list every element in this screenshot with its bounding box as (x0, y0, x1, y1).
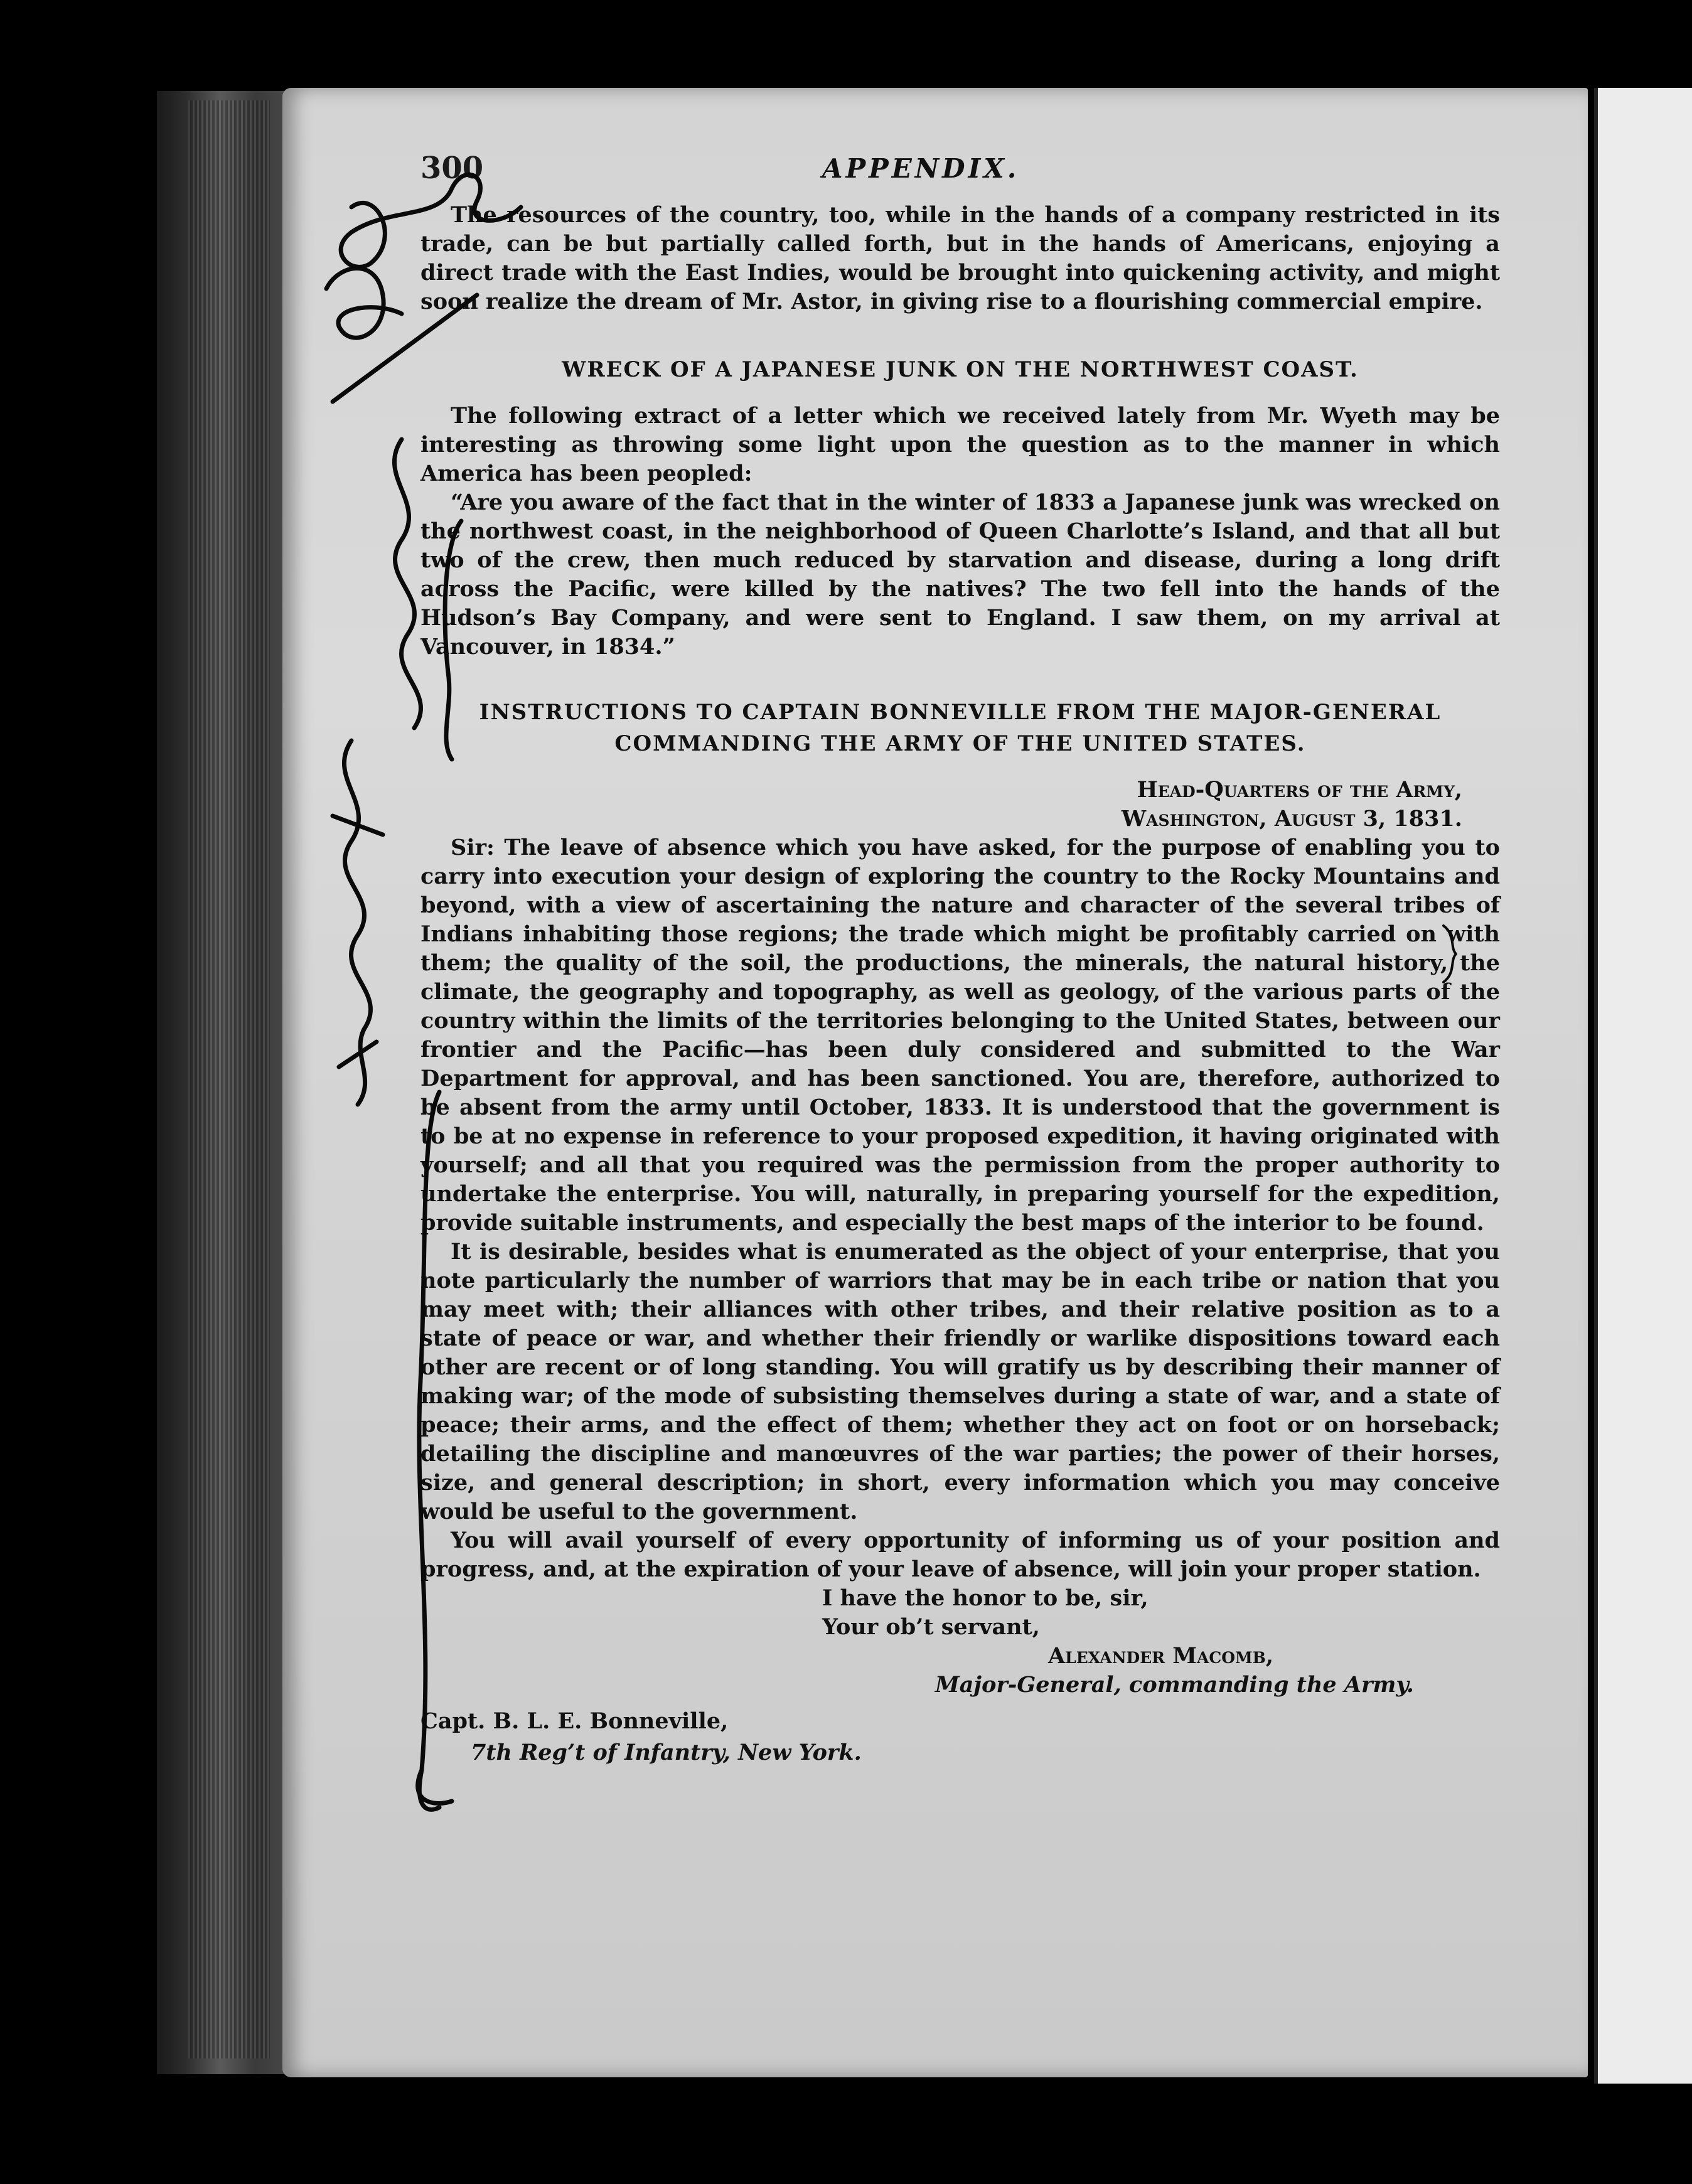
dateline (420, 776, 1462, 833)
signature-name: Alexander Macomb, (1048, 1643, 1274, 1669)
signature-title: Major-General, commanding the Army. (935, 1672, 1414, 1698)
junk-paragraph-2: “Are you aware of the fact that in the winter of 1833 a Japanese junk was wrecked on the northwest coast, in the neighborhood of Queen Charlotte’s Island, and that all but two of the crew, then much reduced by starvation and disease, during a long drift across the Pacific, were killed by the natives? The two fell into the hands of the Hudson’s Bay Company, and were sent to England. I saw them, on my arrival at Vancouver, in 1834.” (420, 490, 1500, 660)
page-stack-texture (188, 100, 270, 2058)
page-content (420, 151, 1500, 1769)
book-page (282, 88, 1588, 2077)
dateline-place-date: Washington, August 3, 1831. (1121, 806, 1462, 832)
page-number: 300 (420, 151, 484, 186)
junk-paragraph-1: The following extract of a letter which we received lately from Mr. Wyeth may be interesting as throwing some light upon the question as to the manner in which America has been peopled: (420, 403, 1500, 486)
dateline-headquarters: Head-Quarters of the Army, (1137, 777, 1462, 803)
running-title: APPENDIX. (822, 153, 1020, 184)
letter-paragraph-2: It is desirable, besides what is enumerated as the object of your enterprise, that you note particularly the number of warriors that may be in each tribe or nation that you may meet with; their alliances with other tribes, and their relative position as to a state of peace or war, and whether their friendly or warlike dispositions toward each other are recent or of long standing. You will gratify us by describing their manner of making war; of the mode of subsisting themselves during a state of war, and a state of peace; their arms, and the effect of them; whether they act on foot or on horseback; detailing the discipline and manœuvres of the war parties; the power of their horses, size, and general description; in short, every information which you may conceive would be useful to the government. (420, 1239, 1500, 1524)
section-heading-japanese-junk: WRECK OF A JAPANESE JUNK ON THE NORTHWEST COAST. (562, 357, 1359, 382)
closing-servant: Your ob’t servant, (822, 1614, 1040, 1640)
heading-line-2: COMMANDING THE ARMY OF THE UNITED STATES. (614, 731, 1306, 756)
addressee-name: Capt. B. L. E. Bonneville, (420, 1708, 729, 1734)
addressee-unit: 7th Reg’t of Infantry, New York. (471, 1740, 862, 1765)
letter-paragraph-1: Sir: The leave of absence which you have asked, for the purpose of enabling you to carry into execution your design of exploring the country to the Rocky Mountains and beyond, with a view of ascertaining the nature and character of the several tribes of Indians inhabiting those regions; the trade which might be profitably carried on with them; the quality of the soil, the productions, the minerals, the natural history, the climate, the geography and topography, as well as geology, of the various parts of the country within the limits of the territories belonging to the United States, between our frontier and the Pacific—has been duly considered and submitted to the War Department for approval, and has been sanctioned. You are, therefore, authorized to be absent from the army until October, 1833. It is understood that the government is to be at no expense in reference to your proposed expedition, it having originated with yourself; and all that you required was the permission from the proper authority to undertake the enterprise. You will, naturally, in preparing yourself for the expedition, provide suitable instruments, and especially the best maps of the interior to be found. (420, 835, 1500, 1236)
heading-line-1: INSTRUCTIONS TO CAPTAIN BONNEVILLE FROM THE MAJOR-GENERAL (479, 700, 1442, 725)
section-heading-instructions (420, 697, 1500, 759)
intro-paragraph: The resources of the country, too, while in the hands of a company restricted in its trade, can be but partially called forth, but in the hands of Americans, enjoying a direct trade with the East Indies, would be brought into quickening activity, and might soon realize the dream of Mr. Astor, in giving rise to a flourishing commercial empire. (420, 202, 1500, 314)
closing-honor: I have the honor to be, sir, (822, 1585, 1149, 1611)
adjacent-page-edge (1594, 88, 1692, 2084)
running-head (420, 151, 1500, 201)
letter-paragraph-3: You will avail yourself of every opportunity of informing us of your position and progress, and, at the expiration of your leave of absence, will join your proper station. (420, 1528, 1500, 1582)
